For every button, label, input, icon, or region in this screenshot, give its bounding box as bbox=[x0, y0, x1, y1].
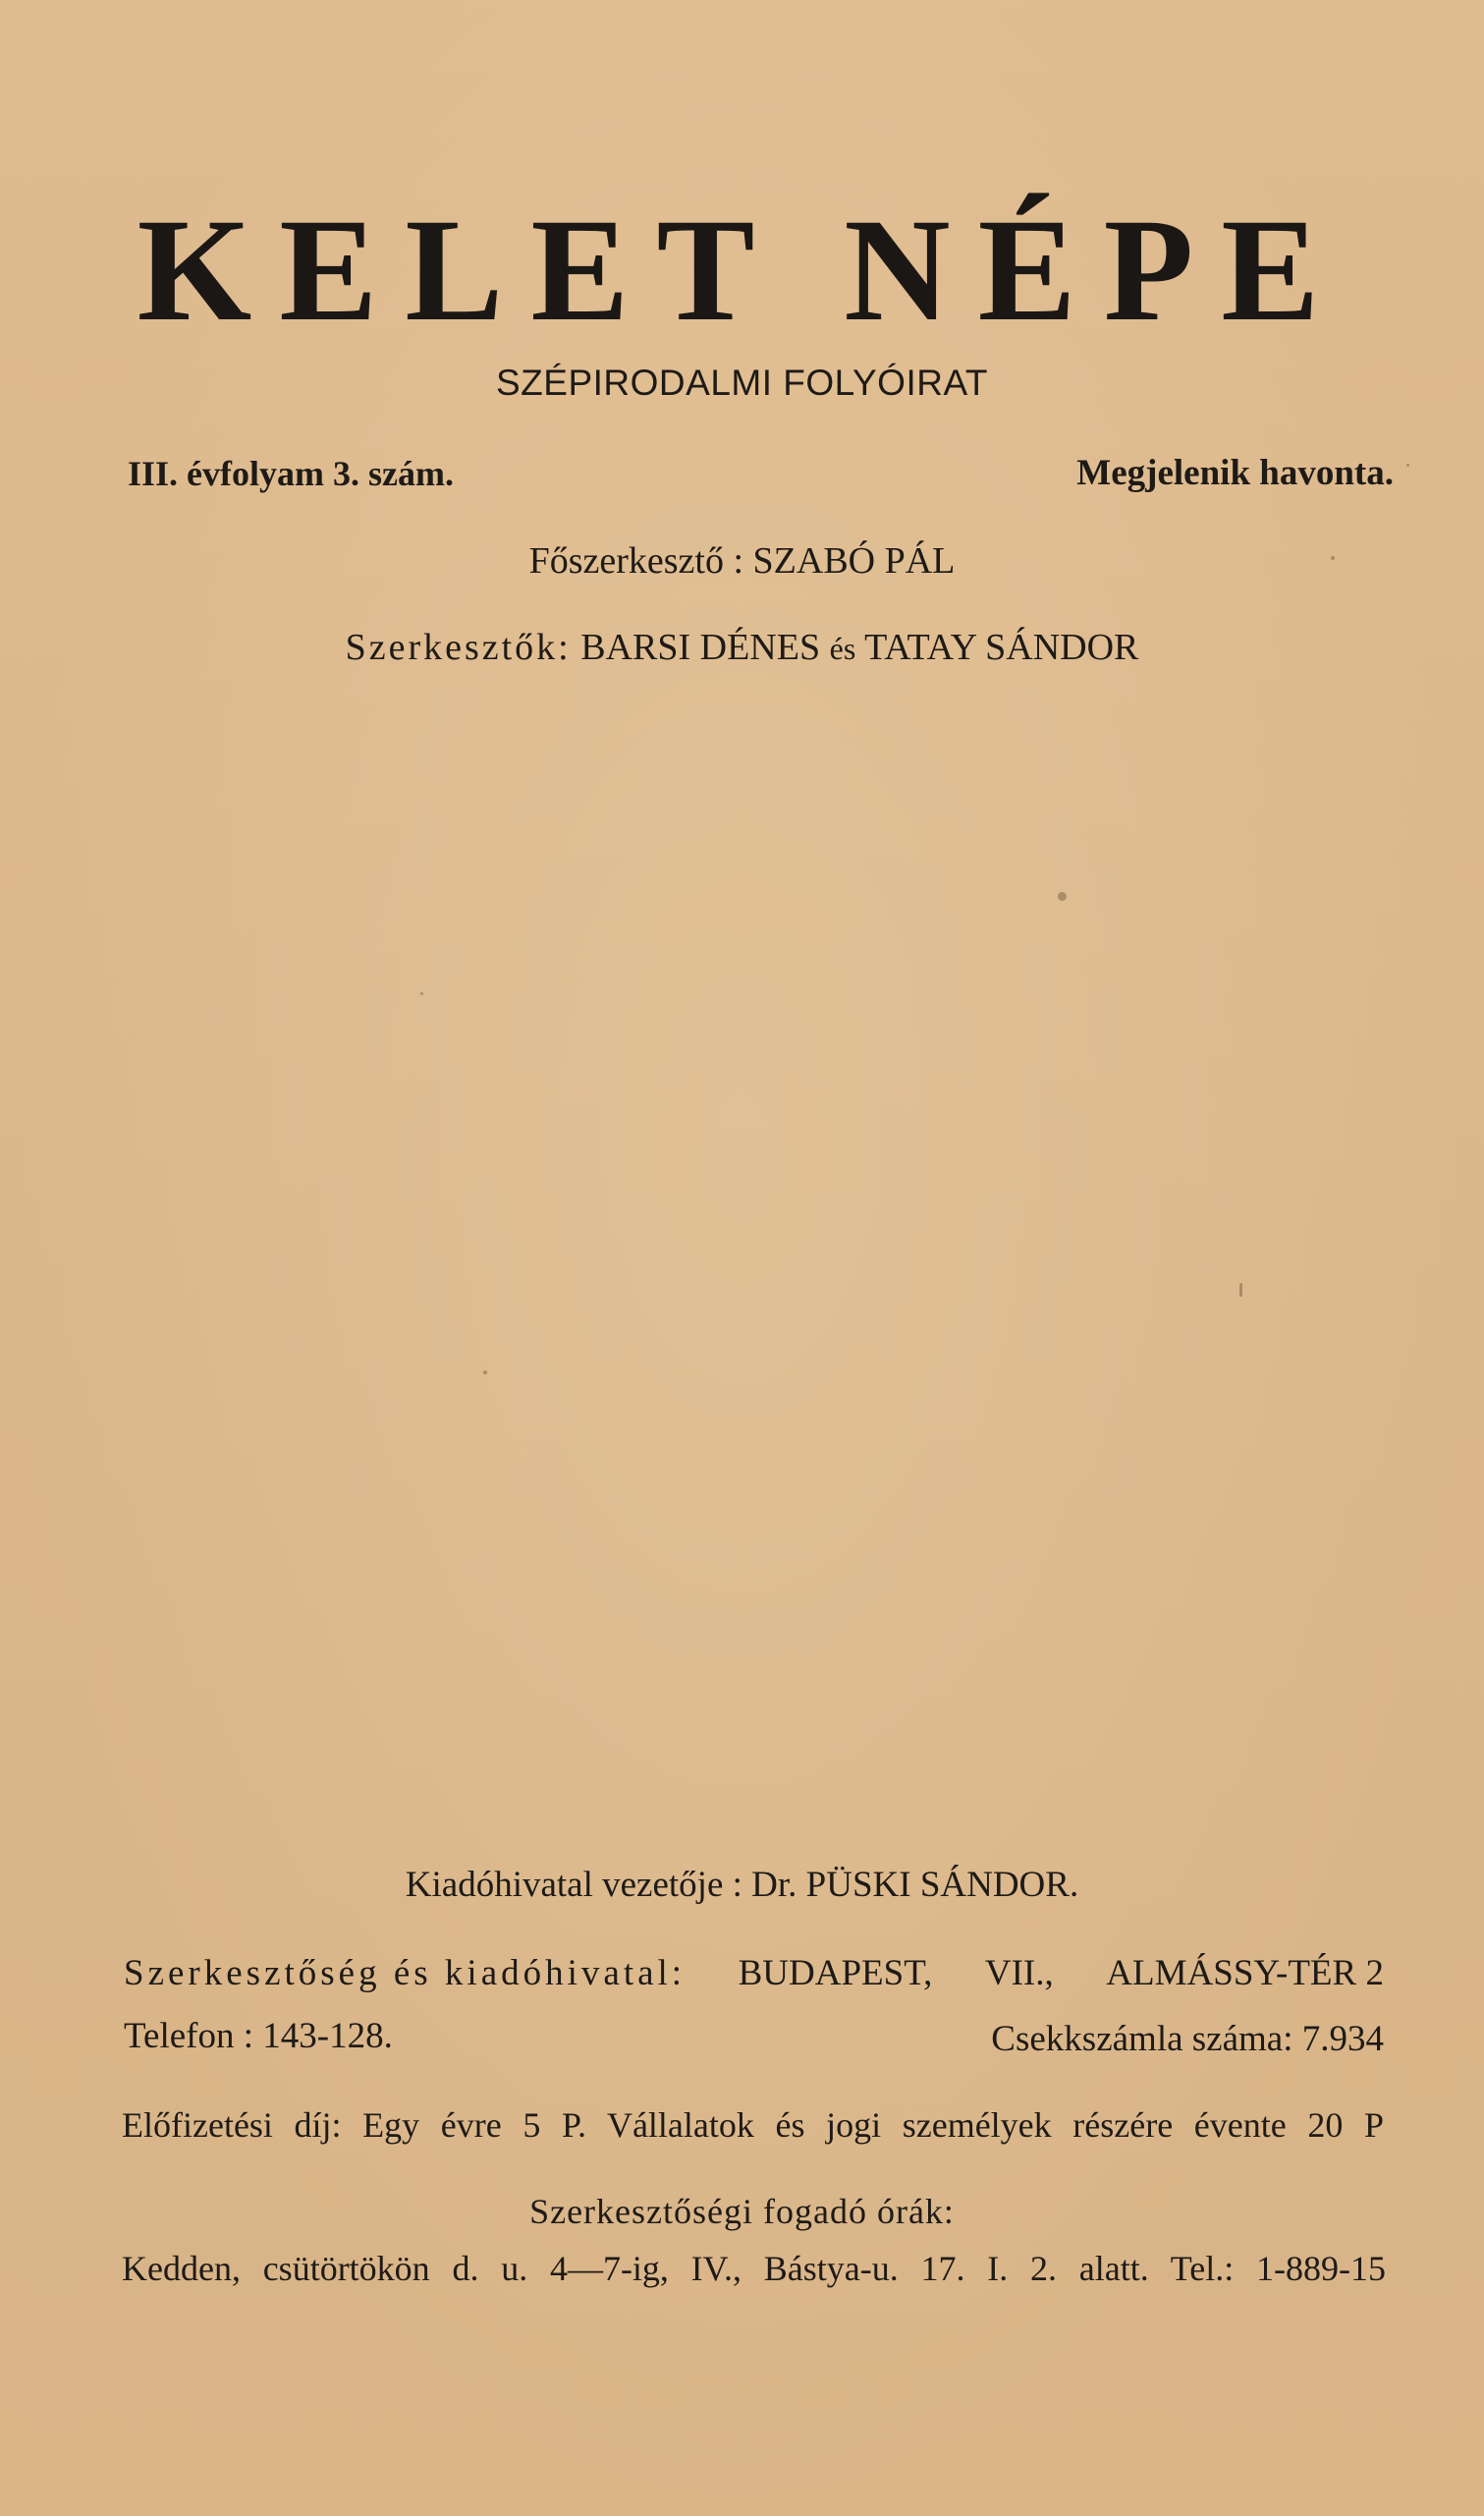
publisher-head-name: Dr. PÜSKI SÁNDOR. bbox=[751, 1865, 1079, 1905]
address-line bbox=[124, 1951, 1384, 1996]
paper-speck bbox=[1058, 892, 1067, 901]
account-number: 7.934 bbox=[1301, 2019, 1384, 2059]
account-line bbox=[991, 2017, 1384, 2062]
paper-speck bbox=[1239, 1283, 1242, 1297]
chief-editor-label: Főszerkesztő : bbox=[528, 540, 744, 582]
publication-frequency: Megjelenik havonta. bbox=[1076, 453, 1394, 493]
account-label: Csekkszámla száma: bbox=[991, 2019, 1293, 2059]
editors-conjunction: és bbox=[829, 631, 856, 666]
address-street: ALMÁSSY-TÉR 2 bbox=[1106, 1953, 1384, 1993]
paper-speck bbox=[483, 1370, 487, 1374]
address-city: BUDAPEST, bbox=[738, 1953, 933, 1993]
chief-editor-line bbox=[0, 538, 1484, 584]
address-district: VII., bbox=[984, 1953, 1054, 1993]
paper-speck bbox=[1331, 556, 1335, 560]
chief-editor-name: SZABÓ PÁL bbox=[752, 540, 956, 582]
masthead-subtitle: SZÉPIRODALMI FOLYÓIRAT bbox=[496, 363, 988, 403]
editors-line bbox=[0, 625, 1484, 671]
phone-number: Telefon : 143-128. bbox=[124, 2016, 393, 2056]
paper-speck bbox=[420, 992, 423, 995]
publisher-head-line bbox=[0, 1863, 1484, 1908]
editors-label: Szerkesztők: bbox=[345, 627, 572, 668]
masthead-title: KELET NÉPE bbox=[137, 189, 1347, 352]
publisher-head-label: Kiadóhivatal vezetője : bbox=[405, 1865, 742, 1905]
address-label: Szerkesztőség és kiadóhivatal: bbox=[124, 1953, 687, 1993]
editor-name-1: BARSI DÉNES bbox=[580, 627, 821, 668]
paper-speck bbox=[1406, 464, 1409, 467]
subscription-fee: Előfizetési díj: Egy évre 5 P. Vállalatok és jogi személyek részére évente 20 P bbox=[122, 2105, 1384, 2145]
volume-issue: III. évfolyam 3. szám. bbox=[128, 454, 454, 493]
editor-name-2: TATAY SÁNDOR bbox=[864, 627, 1139, 668]
office-hours-label: Szerkesztőségi fogadó órák: bbox=[529, 2192, 955, 2231]
office-hours: Kedden, csütörtökön d. u. 4—7-ig, IV., Bástya-u. 17. I. 2. alatt. Tel.: 1-889-15 bbox=[122, 2249, 1386, 2288]
